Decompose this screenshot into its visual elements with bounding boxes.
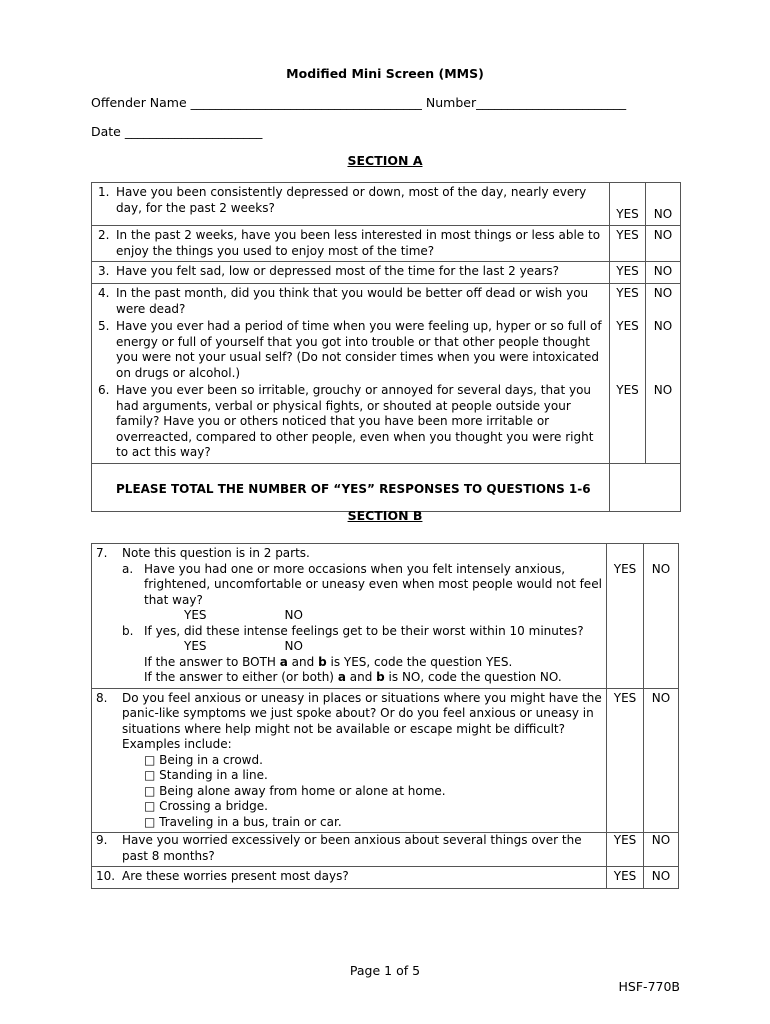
no-option[interactable]: NO: [284, 608, 303, 622]
question-text: Have you been consistently depressed or down, most of the day, nearly every day, for the past 2 weeks?: [116, 185, 587, 215]
question-text: Do you feel anxious or uneasy in places or situations where you might have the panic-like symptoms we just spoke about? Or do you feel anxious or uneasy in situations where help might not be available or escape might be difficult?: [122, 690, 602, 736]
examples-label: Examples include:: [122, 737, 232, 751]
offender-name-label: Offender Name: [91, 95, 187, 110]
list-item: □ Crossing a bridge.: [144, 799, 268, 813]
question-text: Have you felt sad, low or depressed most of the time for the last 2 years?: [116, 264, 559, 278]
sub-question-b-options: [122, 639, 602, 655]
table-row: [92, 226, 681, 262]
page-number: Page 1 of 5: [349, 963, 421, 978]
question-number: 10.: [96, 869, 116, 883]
sub-question-b: b. If yes, did these intense feelings get to be their worst within 10 minutes?: [122, 623, 584, 638]
yes-option[interactable]: YES: [610, 319, 646, 383]
question-intro: Note this question is in 2 parts.: [122, 546, 310, 560]
yes-option[interactable]: YES: [610, 284, 646, 320]
list-item: □ Being in a crowd.: [144, 752, 263, 767]
question-number: 6.: [98, 383, 110, 397]
no-option[interactable]: NO: [644, 867, 679, 889]
table-row: [92, 319, 681, 383]
section-b-title: SECTION B: [347, 508, 423, 523]
offender-name-field: [91, 95, 626, 111]
no-option[interactable]: NO: [646, 183, 681, 226]
table-row: [92, 544, 679, 689]
sub-question-a: a. Have you had one or more occasions when you felt intensely anxious, frightened, uncomfortable or uneasy even when most people would not feel that way?: [122, 561, 602, 607]
list-item: □ Traveling in a bus, train or car.: [144, 814, 342, 829]
question-text: Have you ever had a period of time when you were feeling up, hyper or so full of energy or full of yourself that you got into trouble or that other people thought you were not your usual self? (Do not consider times when you were intoxicated on drugs or alcohol.): [116, 319, 602, 380]
section-a-table: [91, 182, 681, 512]
yes-option[interactable]: YES: [610, 262, 646, 284]
offender-name-blank[interactable]: _____________________________________: [190, 95, 422, 110]
form-id: HSF-770B: [618, 979, 680, 994]
table-row: [92, 284, 681, 320]
question-number: 4.: [98, 286, 110, 300]
table-row: [92, 183, 681, 226]
no-option[interactable]: NO: [644, 544, 679, 689]
total-instruction: PLEASE TOTAL THE NUMBER OF “YES” RESPONSES TO QUESTIONS 1-6: [116, 481, 591, 496]
no-option[interactable]: NO: [644, 833, 679, 867]
question-text: Have you ever been so irritable, grouchy or annoyed for several days, that you had arguments, verbal or physical fights, or shouted at people outside your family? Have you or others noticed that you have been more irritable or overreacted, compared to other people, even when you thought you were right to act this way?: [116, 383, 594, 459]
question-text: In the past 2 weeks, have you been less interested in most things or less able to enjoy the things you used to enjoy most of the time?: [116, 228, 601, 258]
yes-option[interactable]: YES: [610, 183, 646, 226]
table-row: [92, 463, 681, 511]
total-answer-box[interactable]: [610, 463, 681, 511]
question-number: 9.: [96, 833, 108, 847]
question-number: 1.: [98, 185, 110, 199]
coding-rule-yes: If the answer to BOTH a and b is YES, code the question YES.: [144, 654, 513, 669]
no-option[interactable]: NO: [646, 383, 681, 463]
table-row: [92, 833, 679, 867]
no-option[interactable]: NO: [646, 262, 681, 284]
table-row: [92, 383, 681, 463]
no-option[interactable]: NO: [284, 639, 303, 653]
section-b-table: [91, 543, 679, 889]
question-text: In the past month, did you think that you would be better off dead or wish you were dead?: [116, 286, 589, 316]
yes-option[interactable]: YES: [184, 608, 207, 622]
question-number: 5.: [98, 319, 110, 333]
question-number: 7.: [96, 546, 108, 560]
no-option[interactable]: NO: [644, 688, 679, 833]
date-blank[interactable]: ______________________: [124, 124, 263, 139]
yes-option[interactable]: YES: [610, 383, 646, 463]
question-text: Have you worried excessively or been anxious about several things over the past 8 months?: [122, 833, 582, 863]
yes-option[interactable]: YES: [607, 867, 644, 889]
yes-option[interactable]: YES: [607, 544, 644, 689]
yes-option[interactable]: YES: [607, 833, 644, 867]
section-a-title: SECTION A: [347, 153, 423, 168]
date-field: [91, 124, 262, 140]
document-title: Modified Mini Screen (MMS): [286, 66, 484, 81]
sub-question-a-options: [122, 608, 602, 624]
date-label: Date: [91, 124, 121, 139]
question-number: 2.: [98, 228, 110, 242]
yes-option[interactable]: YES: [607, 688, 644, 833]
question-number: 3.: [98, 264, 110, 278]
yes-option[interactable]: YES: [610, 226, 646, 262]
coding-rule-no: If the answer to either (or both) a and b is NO, code the question NO.: [144, 670, 562, 684]
number-label: Number: [425, 95, 477, 110]
question-text: Are these worries present most days?: [122, 869, 349, 883]
question-number: 8.: [96, 690, 108, 705]
list-item: □ Standing in a line.: [144, 768, 268, 782]
no-option[interactable]: NO: [646, 319, 681, 383]
yes-option[interactable]: YES: [184, 639, 207, 653]
table-row: [92, 262, 681, 284]
no-option[interactable]: NO: [646, 284, 681, 320]
number-blank[interactable]: ________________________: [476, 95, 627, 110]
no-option[interactable]: NO: [646, 226, 681, 262]
list-item: □ Being alone away from home or alone at home.: [144, 783, 446, 798]
table-row: [92, 867, 679, 889]
table-row: [92, 688, 679, 833]
